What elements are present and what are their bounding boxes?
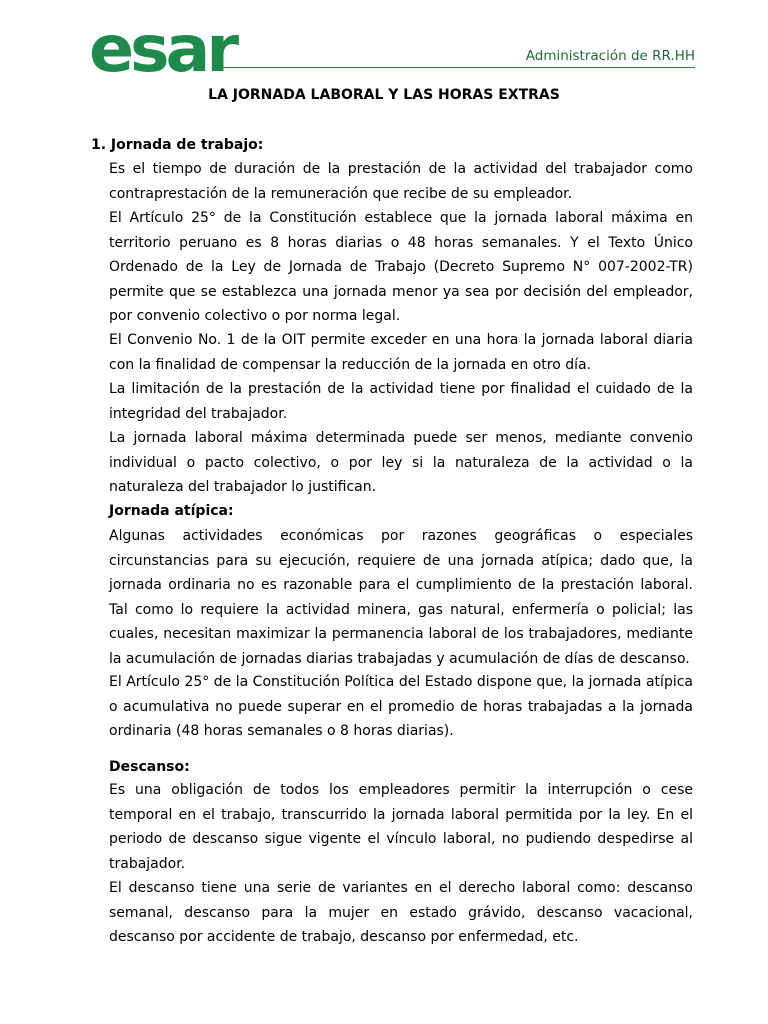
document-title: LA JORNADA LABORAL Y LAS HORAS EXTRAS	[208, 87, 560, 103]
section-heading-jornada-atipica: Jornada atípica:	[109, 503, 234, 519]
paragraph: La limitación de la prestación de la actividad tiene por finalidad el cuidado de la integridad del trabajador.	[109, 381, 693, 422]
esar-logo: esar	[89, 13, 235, 87]
department-label: Administración de RR.HH	[525, 48, 695, 64]
header-divider	[222, 67, 695, 68]
paragraph: El descanso tiene una serie de variantes en el derecho laboral como: descanso semanal, descanso para la mujer en estado grávido, descanso vacacional, descanso por accidente de trabajo, descanso por enfermedad, etc.	[109, 880, 693, 945]
section-heading-descanso: Descanso:	[109, 759, 190, 775]
paragraph: El Artículo 25° de la Constitución Política del Estado dispone que, la jornada atípica o acumulativa no puede superar en el promedio de horas trabajadas a la jornada ordinaria (48 horas semanales o 8 horas diarias).	[109, 674, 693, 739]
paragraph: El Artículo 25° de la Constitución establece que la jornada laboral máxima en territorio peruano es 8 horas diarias o 48 horas semanales. Y el Texto Único Ordenado de la Ley de Jornada de Trabajo (Decreto Supremo N° 007-2002-TR) permite que se establezca una jornada menor ya sea por decisión del empleador, por convenio colectivo o por norma legal.	[109, 210, 693, 324]
paragraph: Algunas actividades económicas por razones geográficas o especiales circunstancias para su ejecución, requiere de una jornada atípica; dado que, la jornada ordinaria no es razonable para el cumplimiento de la prestación laboral. Tal como lo requiere la actividad minera, gas natural, enfermería o policial; las cuales, necesitan maximizar la permanencia laboral de los trabajadores, mediante la acumulación de jornadas diarias trabajadas y acumulación de días de descanso.	[109, 528, 693, 667]
paragraph: Es el tiempo de duración de la prestación de la actividad del trabajador como contraprestación de la remuneración que recibe de su empleador.	[109, 161, 693, 202]
page-header	[0, 0, 768, 87]
section-heading-jornada-trabajo: 1. Jornada de trabajo:	[91, 137, 264, 153]
paragraph: La jornada laboral máxima determinada puede ser menos, mediante convenio individual o pacto colectivo, o por ley si la naturaleza de la actividad o la naturaleza del trabajador lo justifican.	[109, 430, 693, 495]
paragraph: El Convenio No. 1 de la OIT permite exceder en una hora la jornada laboral diaria con la finalidad de compensar la reducción de la jornada en otro día.	[109, 332, 693, 373]
paragraph: Es una obligación de todos los empleadores permitir la interrupción o cese temporal en el trabajo, transcurrido la jornada laboral permitida por la ley. En el periodo de descanso sigue vigente el vínculo laboral, no pudiendo despedirse al trabajador.	[109, 782, 693, 872]
